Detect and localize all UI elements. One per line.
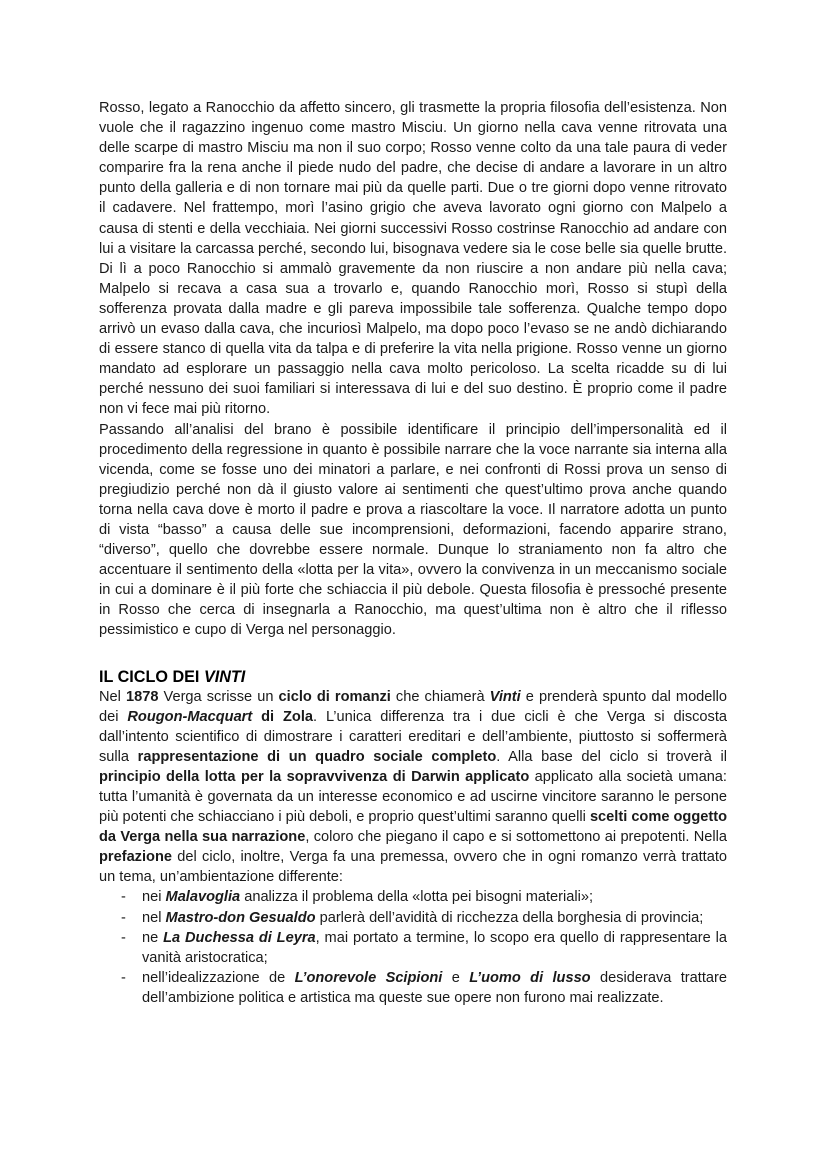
bold-run: 1878: [125, 688, 159, 705]
dash-bullet: -: [121, 929, 126, 946]
text-run: [252, 709, 261, 725]
list-item-duchessa-di-leyra: [99, 928, 727, 968]
text-run: , mai portato a termine, lo scopo era quello di rappresentare la vanità aristocratica;: [142, 929, 727, 966]
bold-italic-run: L’uomo di lusso: [469, 969, 591, 986]
novel-list: [99, 887, 727, 1008]
text-run: Verga scrisse un: [158, 688, 279, 705]
text-run: , coloro che piegano il capo e si sottomettono ai prepotenti. Nella: [305, 829, 727, 846]
bold-italic-run: Malavoglia: [165, 889, 241, 906]
bold-italic-run: Mastro-don Gesualdo: [165, 909, 316, 926]
section-heading-prefix: IL CICLO DEI: [99, 667, 204, 686]
section-heading-italic: VINTI: [203, 667, 246, 686]
dash-bullet: -: [121, 889, 126, 906]
text-run: del ciclo, inoltre, Verga fa una premessa, ovvero che in ogni romanzo verrà trattato un tema, un’ambientazione differente:: [99, 849, 727, 886]
text-run: Nel: [99, 688, 126, 705]
text-run: applicato alla società umana: tutta l’umanità è governata da un interesse economico e ad uscirne vincitore saranno le persone più potenti che schiacciano i più deboli, e proprio quest’ultimi saranno quelli: [99, 768, 727, 826]
bold-run: di Zola: [261, 708, 314, 725]
text-run: analizza il problema della «lotta pei bisogni materiali»;: [240, 889, 594, 906]
text-run: e: [442, 969, 470, 986]
bold-run: principio della lotta per la sopravvivenza di Darwin applicato: [99, 768, 530, 785]
bold-run: prefazione: [99, 849, 172, 866]
text-run: desiderava trattare dell’ambizione politica e artistica ma queste sue opere non furono mai realizzate.: [142, 969, 727, 1006]
section-paragraph: [99, 687, 727, 888]
section-heading: [99, 667, 727, 687]
bold-italic-run: Vinti: [489, 688, 521, 705]
document-page: [99, 98, 727, 1008]
dash-bullet: -: [121, 969, 126, 986]
body-paragraph-analysis: Passando all’analisi del brano è possibile identificare il principio dell’impersonalità ed il procedimento della regressione in quanto è possibile narrare che la voce narrante sia interna alla vicenda, come se fosse uno dei minatori a parlare, e nei confronti di Rossi prova un senso di pregiudizio perché non dà il giusto valore ai sentimenti che quest’ultimo prova anche quando torna nella cava dove è morto il padre e prova a riascoltare la voce. Il narratore adotta un punto di vista “basso” a causa delle sue incomprensioni, deformazioni, facendo apparire strano, “diverso”, quello che dovrebbe essere normale. Dunque lo straniamento non fa altro che accentuare il sentimento della «lotta per la vita», ovvero la convivenza in un meccanismo sociale in cui a dominare è il più forte che schiaccia il più debole. Questa filosofia è pressoché presente in Rosso che cerca di insegnarla a Ranocchio, ma quest’ultima non è altro che il riflesso pessimistico e cupo di Verga nel personaggio.: [99, 421, 727, 639]
dash-bullet: -: [121, 909, 126, 926]
text-run: nell’idealizzazione de: [142, 969, 295, 986]
list-item-malavoglia: [99, 887, 727, 907]
text-run: nei: [142, 889, 166, 906]
bold-run: scelti come oggetto da Verga nella sua narrazione: [99, 809, 728, 846]
list-item-onorevole-scipioni: [99, 968, 727, 1008]
text-run: parlerà dell’avidità di ricchezza della borghesia di provincia;: [315, 909, 704, 926]
bold-italic-run: Rougon-Macquart: [127, 708, 253, 725]
bold-run: ciclo di romanzi: [278, 688, 391, 705]
list-item-mastro-don-gesualdo: [99, 908, 727, 928]
text-run: . Alla base del ciclo si troverà il: [496, 748, 727, 765]
text-run: . L’unica differenza tra i due cicli è che Verga si discosta dall’intento scientifico di dimostrare i caratteri ereditari e dell’ambiente, piuttosto si soffermerà sulla: [99, 708, 727, 765]
text-run: nel: [142, 909, 166, 926]
bold-italic-run: La Duchessa di Leyra: [163, 929, 316, 946]
text-run: che chiamerà: [390, 688, 490, 705]
body-paragraph-story: Rosso, legato a Ranocchio da affetto sincero, gli trasmette la propria filosofia dell’esistenza. Non vuole che il ragazzino ingenuo come mastro Misciu. Un giorno nella cava venne ritrovata una delle scarpe di mastro Misciu ma non il suo corpo; Rosso venne colto da una tale paura di veder comparire fra la rena anche il piede nudo del padre, che decise di andare a lavorare in un altro punto della galleria e di non tornare mai più da quelle parti. Due o tre giorni dopo venne ritrovato il cadavere. Nel frattempo, morì l’asino grigio che aveva lavorato ogni giorno con Malpelo a causa di stenti e della vecchiaia. Nei giorni successivi Rosso costrinse Ranocchio ad andare con lui a visitare la carcassa perché, secondo lui, bisognava vedere sia le cose belle sia quelle brutte. Di lì a poco Ranocchio si ammalò gravemente da non riuscire a non andare più nella cava; Malpelo si recava a casa sua a trovarlo e, quando Ranocchio morì, Rosso si stupì della sofferenza provata dalla madre e gli pareva impossibile tale sofferenza. Qualche tempo dopo arrivò un evaso dalla cava, che incuriosì Malpelo, ma dopo poco l’evaso se ne andò dichiarando di essere stanco di quella vita da talpa e di preferire la vita nella prigione. Rosso venne un giorno mandato ad esplorare un passaggio nella cava molto pericoloso. La scelta ricadde su di lui perché nessuno dei suoi familiari si interessava di lui e del suo destino. È proprio come il padre non vi fece mai più ritorno.: [99, 100, 727, 418]
text-run: e prenderà spunto dal modello dei: [99, 688, 728, 725]
bold-italic-run: L’onorevole Scipioni: [294, 969, 443, 986]
bold-run: rappresentazione di un quadro sociale completo: [137, 748, 497, 765]
text-run: ne: [142, 929, 164, 946]
